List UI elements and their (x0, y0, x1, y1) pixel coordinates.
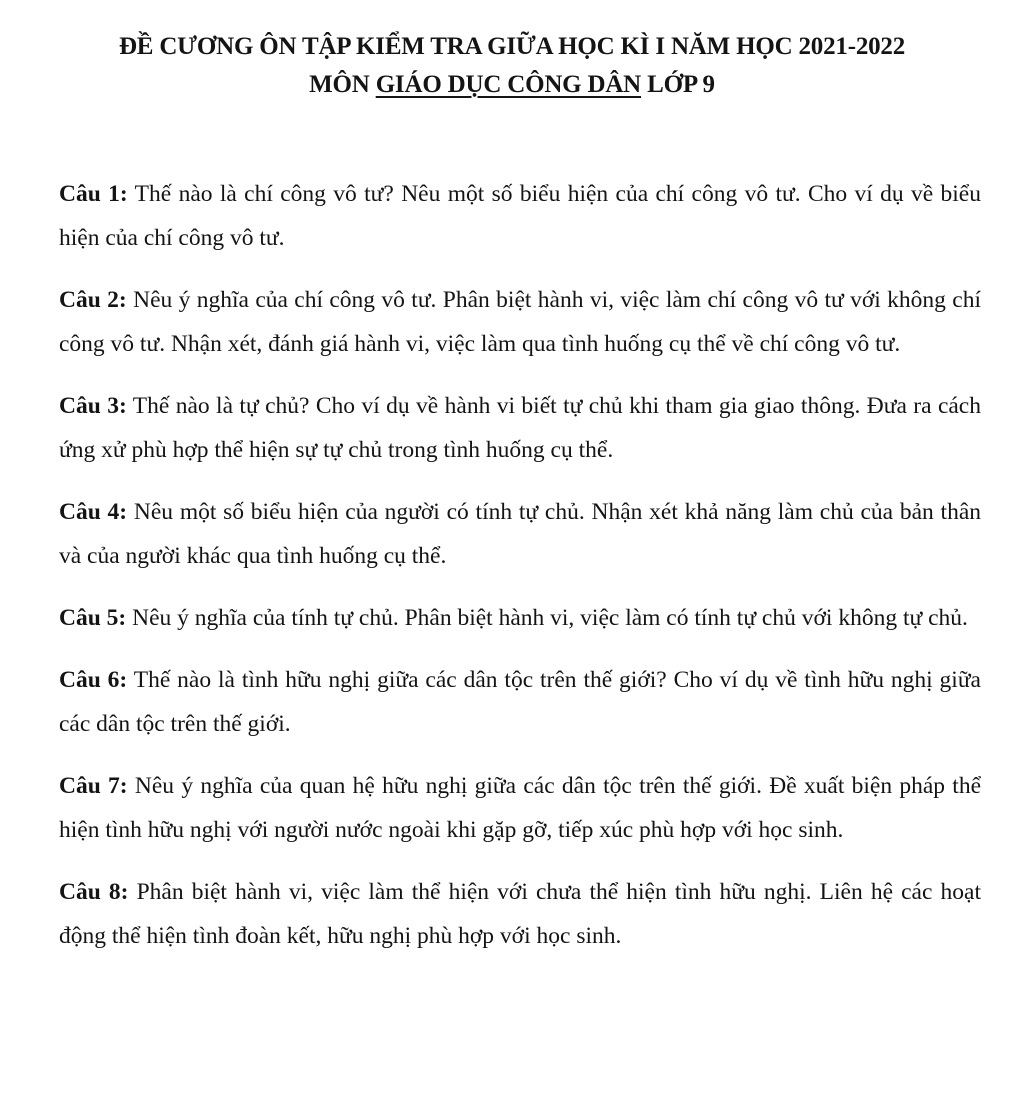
question-label: Câu 4: (59, 499, 128, 525)
question-label: Câu 5: (59, 605, 127, 631)
question-text: Phân biệt hành vi, việc làm thể hiện với chưa thể hiện tình hữu nghị. Liên hệ các hoạt động thể hiện tình đoàn kết, hữu nghị phù hợp với học sinh. (59, 879, 981, 949)
question-text: Nêu một số biểu hiện của người có tính tự chủ. Nhận xét khả năng làm chủ của bản thân và của người khác qua tình huống cụ thể. (59, 499, 981, 569)
subtitle-suffix: LỚP 9 (641, 71, 715, 98)
question-label: Câu 3: (59, 393, 127, 419)
question-text: Nêu ý nghĩa của tính tự chủ. Phân biệt hành vi, việc làm có tính tự chủ với không tự chủ. (126, 605, 968, 631)
question-list (59, 172, 981, 976)
document-title: ĐỀ CƯƠNG ÔN TẬP KIỂM TRA GIỮA HỌC KÌ I NĂM HỌC 2021-2022 (118, 33, 906, 60)
question-text: Nêu ý nghĩa của quan hệ hữu nghị giữa các dân tộc trên thế giới. Đề xuất biện pháp thể hiện tình hữu nghị với người nước ngoài khi gặp gỡ, tiếp xúc phù hợp với học sinh. (59, 773, 981, 843)
question-1 (59, 172, 981, 260)
question-4 (59, 490, 981, 578)
question-5 (59, 596, 981, 640)
question-7 (59, 764, 981, 852)
question-2 (59, 278, 981, 366)
question-text: Nêu ý nghĩa của chí công vô tư. Phân biệt hành vi, việc làm chí công vô tư với không chí công vô tư. Nhận xét, đánh giá hành vi, việc làm qua tình huống cụ thể về chí công vô tư. (59, 287, 981, 357)
document-header (0, 28, 1024, 104)
question-8 (59, 870, 981, 958)
subject-name: GIÁO DỤC CÔNG DÂN (375, 71, 642, 98)
question-label: Câu 1: (59, 181, 128, 207)
question-text: Thế nào là tự chủ? Cho ví dụ về hành vi biết tự chủ khi tham gia giao thông. Đưa ra cách ứng xử phù hợp thể hiện sự tự chủ trong tình huống cụ thể. (59, 393, 981, 463)
subtitle-prefix: MÔN (309, 71, 376, 98)
question-label: Câu 6: (59, 667, 128, 693)
question-3 (59, 384, 981, 472)
document-subtitle (0, 66, 1024, 104)
question-6 (59, 658, 981, 746)
question-label: Câu 8: (59, 879, 129, 905)
question-text: Thế nào là chí công vô tư? Nêu một số biểu hiện của chí công vô tư. Cho ví dụ về biểu hiện của chí công vô tư. (59, 181, 981, 251)
question-label: Câu 2: (59, 287, 127, 313)
question-label: Câu 7: (59, 773, 128, 799)
question-text: Thế nào là tình hữu nghị giữa các dân tộc trên thế giới? Cho ví dụ về tình hữu nghị giữa các dân tộc trên thế giới. (59, 667, 981, 737)
